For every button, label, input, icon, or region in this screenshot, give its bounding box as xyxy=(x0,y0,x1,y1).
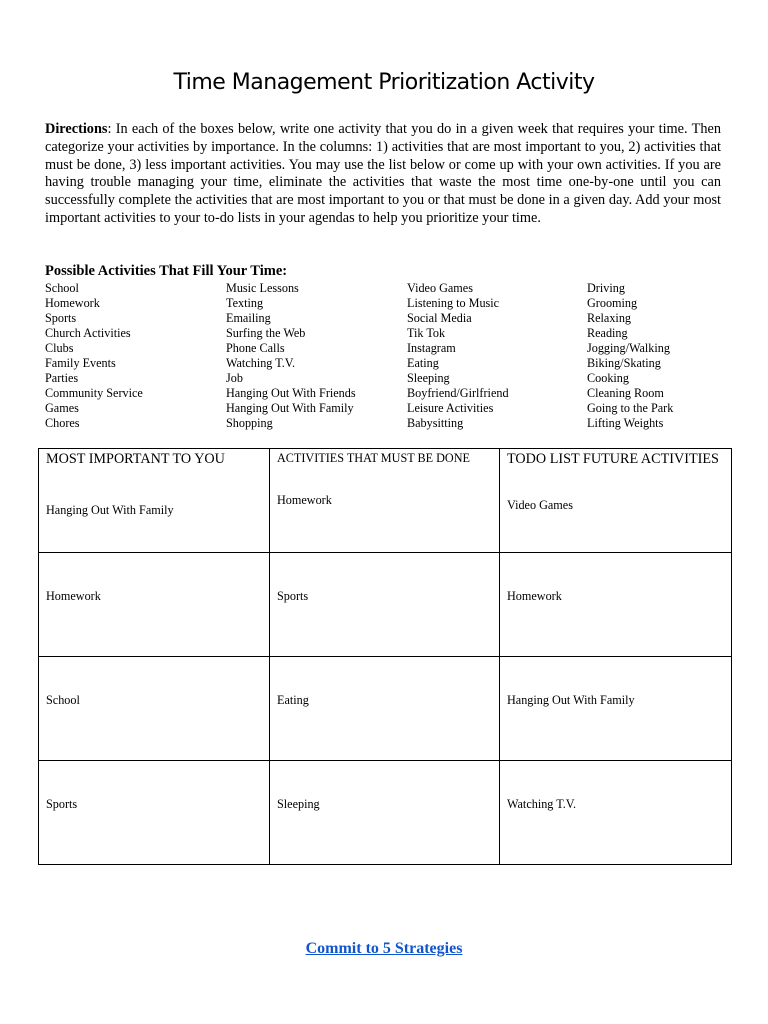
activity-item: Watching T.V. xyxy=(226,355,296,370)
activity-item: Texting xyxy=(226,295,264,310)
page-title: Time Management Prioritization Activity xyxy=(173,70,595,95)
directions-text: : In each of the boxes below, write one activity that you do in a given week that requires your time. Then categorize your activities by importance. In the columns: 1) activities that are most important to you, 2) activities that must be done, 3) less important activities. You may use the list below or come up with your own activities. If you are having trouble managing your time, eliminate the activities that waste the most time one-by-one until you can successfully complete the activities that are most important to you or that must be done in a given day. Add your most important activities to your to-do lists in your agendas to help you prioritize your time. xyxy=(45,121,721,226)
cell-text: Hanging Out With Family xyxy=(507,693,635,707)
activity-item: Surfing the Web xyxy=(226,325,306,340)
activities-column-4 xyxy=(587,281,673,431)
activity-item: Jogging/Walking xyxy=(587,340,670,355)
table-cell[interactable] xyxy=(270,449,500,553)
column-header-most-important: MOST IMPORTANT TO YOU xyxy=(46,451,225,467)
table-cell[interactable] xyxy=(39,553,270,657)
table-cell[interactable] xyxy=(39,657,270,761)
cell-text: Video Games xyxy=(507,498,573,512)
cell-text: School xyxy=(46,693,80,707)
activity-item: Social Media xyxy=(407,310,472,325)
table-cell[interactable] xyxy=(270,761,500,865)
cell-text: Hanging Out With Family xyxy=(46,503,174,517)
activity-item: Going to the Park xyxy=(587,400,674,415)
cell-text: Sports xyxy=(46,797,78,811)
activity-item: Sports xyxy=(45,310,77,325)
activity-item: Hanging Out With Friends xyxy=(226,385,356,400)
activity-item: Relaxing xyxy=(587,310,632,325)
activity-item: Driving xyxy=(587,281,625,295)
table-row xyxy=(39,449,732,553)
activity-item: Sleeping xyxy=(407,370,450,385)
activity-item: Games xyxy=(45,400,79,415)
activities-heading: Possible Activities That Fill Your Time: xyxy=(45,263,288,279)
activity-item: Hanging Out With Family xyxy=(226,400,354,415)
activities-column-3 xyxy=(407,281,509,431)
activity-item: Parties xyxy=(45,370,79,385)
activity-item: Video Games xyxy=(407,281,473,295)
cell-text: Homework xyxy=(507,589,562,603)
activity-item: Eating xyxy=(407,355,439,370)
cell-text: Watching T.V. xyxy=(507,797,577,811)
cell-text: Eating xyxy=(277,693,309,707)
activities-column-1 xyxy=(45,281,143,431)
activity-item: Emailing xyxy=(226,310,271,325)
table-cell[interactable] xyxy=(500,657,732,761)
activity-item: Music Lessons xyxy=(226,281,299,295)
table-cell[interactable] xyxy=(39,449,270,553)
table-cell[interactable] xyxy=(39,761,270,865)
activity-item: Tik Tok xyxy=(407,325,446,340)
activity-item: Lifting Weights xyxy=(587,415,664,430)
column-header-must-be-done: ACTIVITIES THAT MUST BE DONE xyxy=(277,451,470,465)
cell-text: Homework xyxy=(277,493,332,507)
activity-item: Phone Calls xyxy=(226,340,285,355)
activity-item: Reading xyxy=(587,325,628,340)
activity-item: Shopping xyxy=(226,415,273,430)
activities-column-2 xyxy=(226,281,356,431)
cell-text: Homework xyxy=(46,589,101,603)
activity-item: Chores xyxy=(45,415,80,430)
table-cell[interactable] xyxy=(500,449,732,553)
table-cell[interactable] xyxy=(500,761,732,865)
directions-paragraph xyxy=(45,121,721,228)
table-cell[interactable] xyxy=(270,553,500,657)
activity-item: Babysitting xyxy=(407,415,464,430)
activity-item: Church Activities xyxy=(45,325,131,340)
activity-item: Community Service xyxy=(45,385,143,400)
activity-item: School xyxy=(45,281,79,295)
commit-strategies-link[interactable]: Commit to 5 Strategies xyxy=(305,940,463,957)
column-header-todo-future: TODO LIST FUTURE ACTIVITIES xyxy=(507,451,719,467)
activity-item: Listening to Music xyxy=(407,295,500,310)
activity-item: Leisure Activities xyxy=(407,400,494,415)
activity-item: Homework xyxy=(45,295,100,310)
table-row xyxy=(39,657,732,761)
activity-item: Instagram xyxy=(407,340,456,355)
table-row xyxy=(39,761,732,865)
activity-item: Biking/Skating xyxy=(587,355,661,370)
cell-text: Sports xyxy=(277,589,309,603)
activity-item: Clubs xyxy=(45,340,74,355)
activity-item: Cleaning Room xyxy=(587,385,664,400)
activity-item: Family Events xyxy=(45,355,116,370)
directions-label: Directions xyxy=(45,121,108,137)
table-cell[interactable] xyxy=(500,553,732,657)
priority-table xyxy=(38,448,732,865)
activity-item: Grooming xyxy=(587,295,638,310)
table-cell[interactable] xyxy=(270,657,500,761)
activity-item: Boyfriend/Girlfriend xyxy=(407,385,509,400)
activity-item: Job xyxy=(226,370,243,385)
activity-item: Cooking xyxy=(587,370,629,385)
table-row xyxy=(39,553,732,657)
cell-text: Sleeping xyxy=(277,797,320,811)
